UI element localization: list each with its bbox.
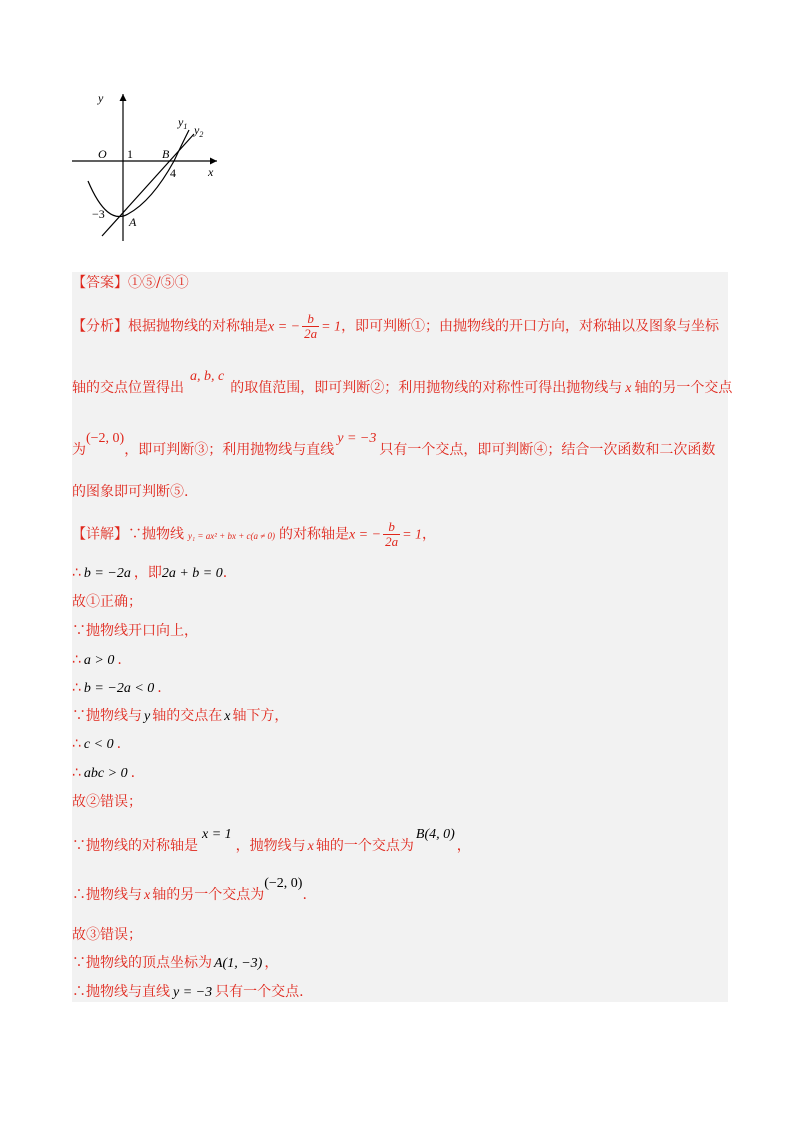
line-y2 [102,134,194,236]
detail-text: . [302,887,307,903]
detail-line-2 [72,563,227,584]
answer-line [72,273,189,293]
tick-four-label: 4 [170,166,176,180]
detail-text: ∵抛物线的对称轴是 [72,838,198,854]
tick-one-label: 1 [127,147,133,161]
detail-text: 故②错误； [72,794,142,810]
analysis-text: 只有一个交点，即可判断④；结合一次函数和二次函数 [379,442,716,458]
detail-line-13 [72,925,142,945]
parabola-line-figure [62,86,232,246]
detail-text: ， [264,955,279,971]
detail-line-7 [72,706,288,727]
detail-text: 轴的交点在 [152,708,223,724]
detail-text: ∴ [72,565,81,581]
analysis-text: 轴的另一个交点 [634,380,733,396]
detail-text: 轴下方， [232,708,289,724]
detail-text: ， [422,526,437,543]
detail-text: ∵抛物线 [128,526,184,543]
detail-text: ∵抛物线的顶点坐标为 [72,955,212,971]
detail-line-14 [72,953,278,974]
analysis-text: 轴的交点位置得出 [72,380,184,396]
detail-text: 轴的一个交点为 [315,838,414,854]
detail-line-3 [72,592,142,612]
math-expr: B(4, 0) [415,827,455,842]
fraction: $\frac{b}{2a}$ [385,519,399,549]
answer-value: ①⑤/⑤① [128,275,189,291]
detail-line-4 [72,621,198,641]
math-expr: y₁ = ax² + bx + c(a ≠ 0) [188,530,275,541]
detail-text: . [222,565,228,581]
math-expr: (−2, 0) [86,431,125,446]
answer-label: 【答案】 [72,275,128,291]
math-expr: x = − [348,527,382,543]
detail-text: ，抛物线与 [235,838,306,854]
analysis-line-4 [72,482,188,502]
detail-text: 故③错误； [72,927,142,943]
y-axis-label: y [98,91,104,105]
fraction: $\frac{b}{2a}$ [304,311,318,341]
tick-neg-three-label: −3 [92,207,105,221]
detail-text: . [116,736,122,752]
detail-text: ∴抛物线与直线 [72,984,170,1000]
analysis-line-2 [72,369,733,399]
detail-text: ，即 [133,565,162,581]
math-expr: = 1 [402,527,423,543]
curve-y2-label: $y_2$ [194,123,204,139]
math-expr: b = −2a < 0 [83,681,155,696]
analysis-text: 为 [72,442,86,458]
analysis-text: 的取值范围，即可判断②；利用抛物线的对称性可得出抛物线与 [230,380,623,396]
detail-text: 轴的另一个交点为 [152,887,265,903]
detail-text: ∵抛物线开口向上， [72,623,198,639]
analysis-line-3 [72,431,716,461]
x-axis-label: x [208,165,214,179]
detail-text: . [117,652,122,668]
detail-text: . [130,765,136,781]
origin-label: O [98,147,107,161]
detail-text: ， [456,838,471,854]
analysis-text: 的图象即可判断⑤. [72,484,189,500]
math-expr: = 1 [321,319,342,335]
math-expr: abc > 0 [83,766,128,781]
math-expr: x [625,381,632,396]
detail-line-10 [72,792,142,812]
detail-text: ∵抛物线与 [72,708,142,724]
math-expr: x = 1 [202,827,232,842]
detail-line-12 [72,876,307,906]
analysis-line-1 [72,312,719,341]
math-expr: x = − [268,319,301,335]
detail-line-9 [72,763,135,784]
detail-text: ∴ [72,765,81,781]
analysis-text: 根据抛物线的对称轴是 [128,318,268,335]
math-expr: a > 0 [83,653,115,668]
detail-text: 故①正确； [72,594,142,610]
math-expr: 2a + b = 0 [161,566,223,581]
math-expr: y = −3 [173,985,213,1000]
detail-text: 只有一个交点. [215,984,304,1000]
detail-text: ∴抛物线与 [72,887,142,903]
analysis-text: ，即可判断③；利用抛物线与直线 [124,442,335,458]
math-expr: (−2, 0) [264,876,303,891]
detail-line-8 [72,734,121,755]
math-expr: x [144,888,151,903]
detail-text: ∴ [72,736,81,752]
analysis-text: ，即可判断①；由抛物线的开口方向，对称轴以及图象与坐标 [341,318,720,335]
math-expr: x [224,709,231,724]
math-expr: a, b, c [190,369,225,384]
detail-text: ∴ [72,680,81,696]
detail-text: . [157,680,162,696]
point-a-label: A [129,215,137,229]
analysis-label: 【分析】 [72,318,128,335]
detail-text: 的对称轴是 [278,526,349,543]
detail-label: 【详解】 [72,526,128,543]
detail-line-15 [72,982,304,1003]
math-expr: y = −3 [337,431,377,446]
curve-y1-label: $y_1$ [178,115,188,131]
math-expr: A(1, −3) [214,956,263,971]
detail-line-11 [72,827,471,857]
detail-line-1 [72,520,436,549]
point-b-label: B [162,147,170,161]
detail-line-5 [72,650,122,671]
math-expr: b = −2a [83,566,131,581]
math-expr: c < 0 [83,737,114,752]
detail-line-6 [72,678,162,699]
math-expr: x [307,839,314,854]
math-expr: y [144,709,151,724]
detail-text: ∴ [72,652,81,668]
